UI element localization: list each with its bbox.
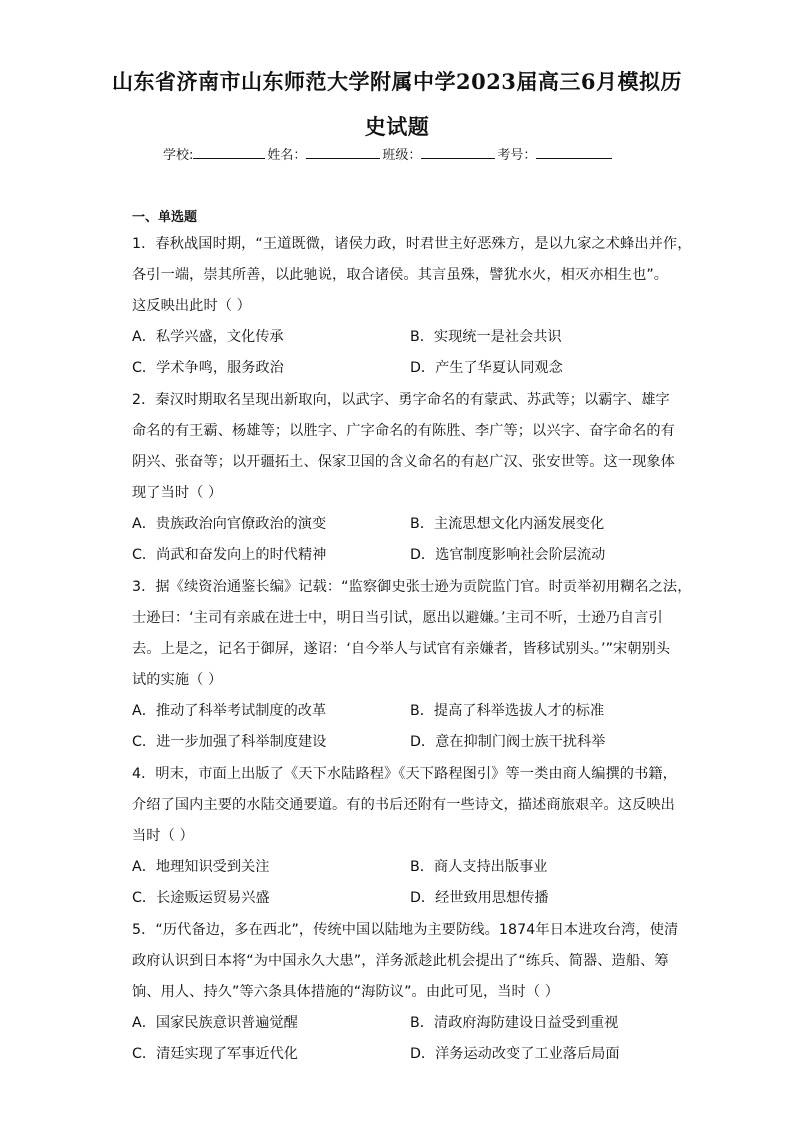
question-3-option-b[interactable]: B．提高了科举选拔人才的标准 [410, 703, 605, 719]
question-5-line-3: 饷、用人、持久”等六条具体措施的“海防议”。由此可见，当时（ ） [132, 984, 560, 1000]
question-3-line-1: 3．据《续资治通鉴长编》记载：“监察御史张士逊为贡院监门官。时贡举初用糊名之法， [132, 579, 692, 595]
question-3-line-2: 士逊曰：‘主司有亲戚在进士中，明日当引试，愿出以避嫌。’主司不听，士逊乃自言引 [132, 610, 663, 626]
question-4-option-b[interactable]: B．商人支持出版事业 [410, 859, 548, 875]
page-title-line2: 史试题 [364, 114, 430, 139]
question-5-line-2: 政府认识到日本将“为中国永久大患”，洋务派趁此机会提出了“练兵、简器、造船、筹 [132, 953, 669, 969]
question-5-line-1: 5．“历代备边，多在西北”，传统中国以陆地为主要防线。1874年日本进攻台湾，使清 [132, 922, 679, 938]
question-2-line-4: 现了当时（ ） [132, 485, 223, 501]
question-3-line-4: 试的实施（ ） [132, 672, 223, 688]
school-blank-field[interactable] [193, 146, 265, 159]
exam-number-label: 考号： [497, 148, 537, 163]
question-1-option-d[interactable]: D．产生了华夏认同观念 [410, 360, 563, 376]
name-blank-field[interactable] [306, 146, 380, 159]
question-1-line-1: 1．春秋战国时期，“王道既微，诸侯力政，时君世主好恶殊方，是以九家之术蜂出并作， [132, 236, 692, 252]
question-2-line-1: 2．秦汉时期取名呈现出新取向，以武字、勇字命名的有蒙武、苏武等；以霸字、雄字 [132, 392, 670, 408]
question-4-line-1: 4．明末，市面上出版了《天下水陆路程》《天下路程图引》等一类由商人编撰的书籍， [132, 766, 677, 782]
school-label: 学校: [163, 148, 194, 163]
question-5-option-a[interactable]: A．国家民族意识普遍觉醒 [132, 1015, 298, 1031]
question-3-option-c[interactable]: C．进一步加强了科举制度建设 [132, 734, 327, 750]
question-5-option-b[interactable]: B．清政府海防建设日益受到重视 [410, 1015, 619, 1031]
question-2-line-2: 命名的有王霸、杨雄等；以胜字、广字命名的有陈胜、李广等；以兴字、奋字命名的有 [132, 423, 675, 439]
page-title-line1: 山东省济南市山东师范大学附属中学2023届高三6月模拟历 [111, 69, 683, 94]
question-2-option-d[interactable]: D．选官制度影响社会阶层流动 [410, 547, 606, 563]
question-3-option-a[interactable]: A．推动了科举考试制度的改革 [132, 703, 327, 719]
name-label: 姓名： [267, 148, 307, 163]
question-1-line-3: 这反映出此时（ ） [132, 298, 251, 314]
student-info-row [163, 144, 614, 163]
question-4-option-a[interactable]: A．地理知识受到关注 [132, 859, 270, 875]
question-1-option-a[interactable]: A．私学兴盛，文化传承 [132, 329, 284, 345]
question-4-option-d[interactable]: D．经世致用思想传播 [410, 890, 549, 906]
question-1-option-b[interactable]: B．实现统一是社会共识 [410, 329, 562, 345]
question-5-option-c[interactable]: C．清廷实现了军事近代化 [132, 1046, 298, 1062]
class-label: 班级： [382, 148, 422, 163]
question-3-option-d[interactable]: D．意在抑制门阀士族干扰科举 [410, 734, 606, 750]
question-2-option-a[interactable]: A．贵族政治向官僚政治的演变 [132, 516, 327, 532]
question-2-option-c[interactable]: C．尚武和奋发向上的时代精神 [132, 547, 327, 563]
question-2-line-3: 阴兴、张奋等；以开疆拓土、保家卫国的含义命名的有赵广汉、张安世等。这一现象体 [132, 454, 675, 470]
question-3-line-3: 去。上是之，记名于御屏，遂诏：‘自今举人与试官有亲嫌者，皆移试别头。’”宋朝别头 [132, 641, 671, 657]
class-blank-field[interactable] [421, 146, 495, 159]
question-2-option-b[interactable]: B．主流思想文化内涵发展变化 [410, 516, 605, 532]
question-1-line-2: 各引一端，崇其所善，以此驰说，取合诸侯。其言虽殊，譬犹水火，相灭亦相生也”。 [132, 267, 669, 283]
question-5-option-d[interactable]: D．洋务运动改变了工业落后局面 [410, 1046, 620, 1062]
question-4-line-2: 介绍了国内主要的水陆交通要道。有的书后还附有一些诗文，描述商旅艰辛。这反映出 [132, 797, 675, 813]
question-4-option-c[interactable]: C．长途贩运贸易兴盛 [132, 890, 270, 906]
question-4-line-3: 当时（ ） [132, 828, 194, 844]
exam-number-blank-field[interactable] [536, 146, 612, 159]
section-heading: 一、单选题 [132, 210, 198, 225]
question-1-option-c[interactable]: C．学术争鸣，服务政治 [132, 360, 284, 376]
